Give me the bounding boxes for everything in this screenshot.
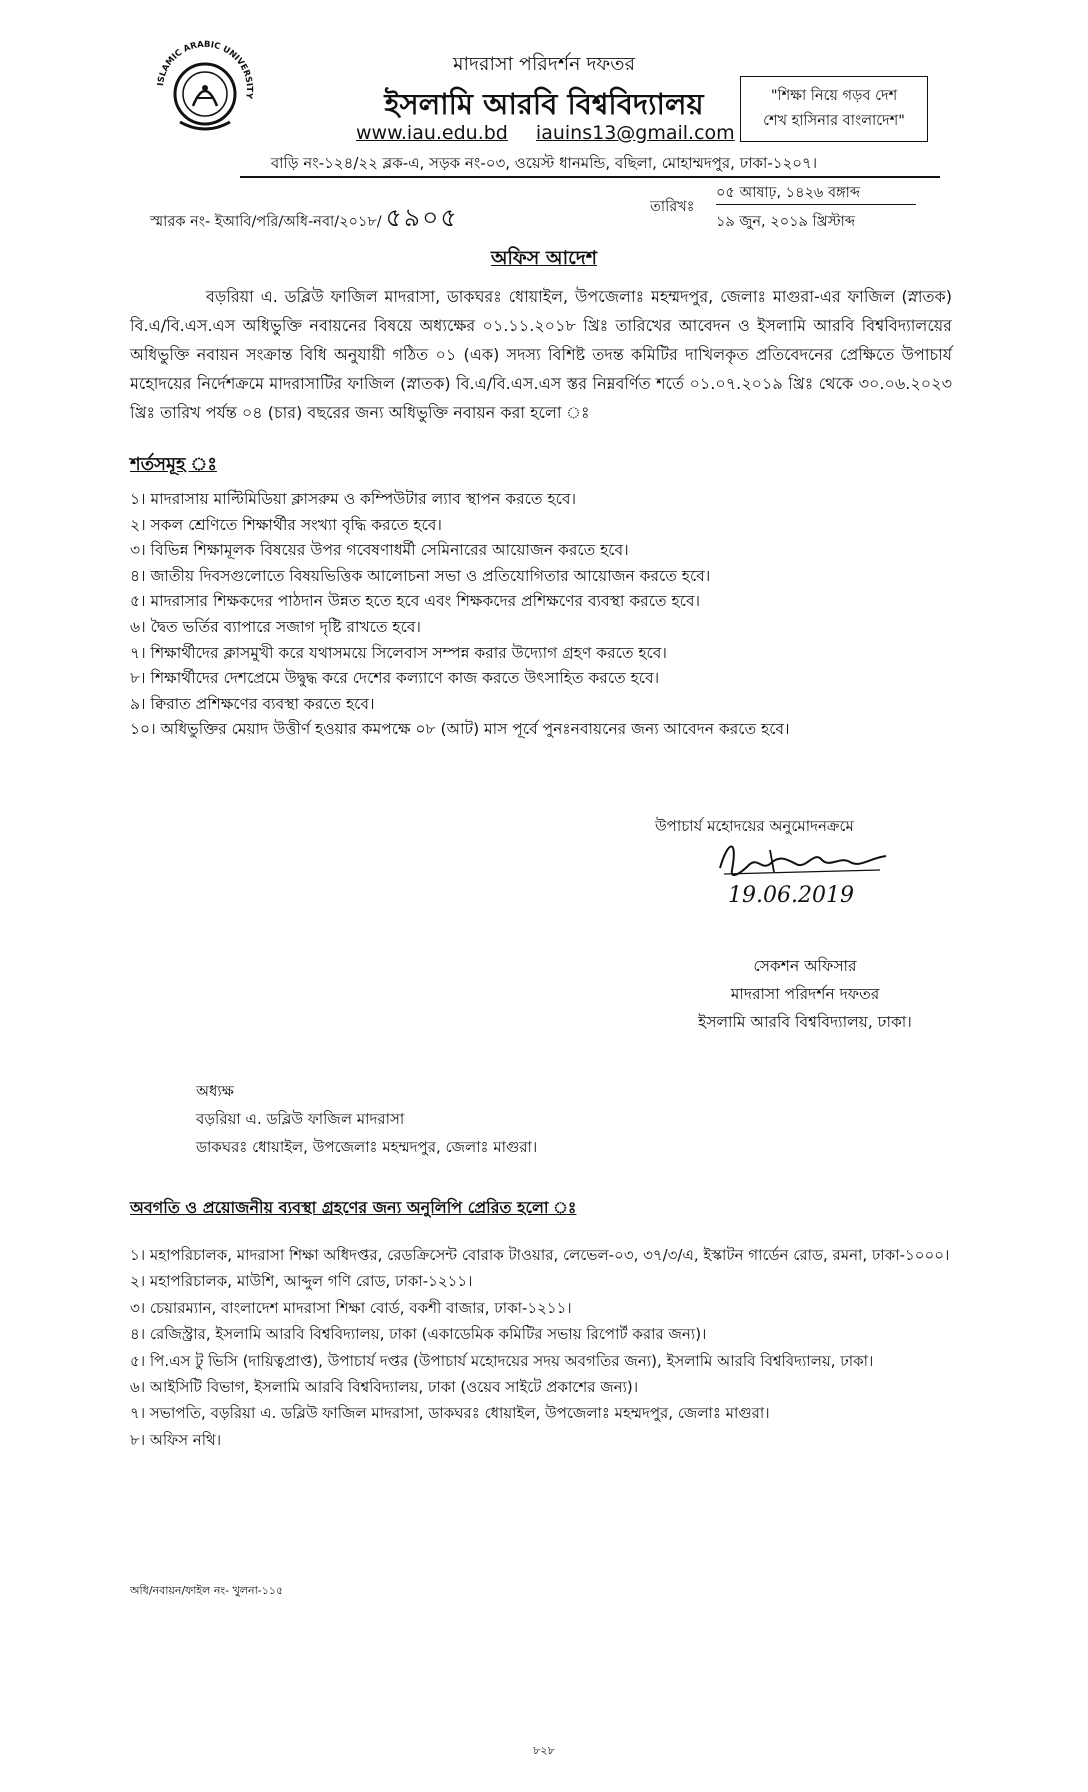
condition-item: ১০। অধিভুক্তির মেয়াদ উত্তীর্ণ হওয়ার কমপক্ষে ০৮ (আট) মাস পূর্বে পুনঃনবায়নের জন্য আবেদন করতে হবে। (130, 720, 790, 739)
copy-item: ৫। পি.এস টু ভিসি (দায়িত্বপ্রাপ্ত), উপাচার্য দপ্তর (উপাচার্য মহোদয়ের সদয় অবগতির জন্য), ইসলামি আরবি বিশ্ববিদ্যালয়, ঢাকা। (130, 1351, 874, 1370)
conditions-heading: শর্তসমূহ ঃ (130, 454, 217, 475)
signatory-designation: সেকশন অফিসার (753, 957, 857, 975)
conditions-list (130, 487, 960, 743)
signature-date: 19.06.2019 (728, 883, 854, 908)
memo-number: ৫৯০৫ (385, 203, 459, 232)
memo-reference (150, 198, 459, 241)
signatory-office: মাদরাসা পরিদর্শন দফতর (730, 985, 880, 1003)
condition-item: ৯। ক্বিরাত প্রশিক্ষণের ব্যবস্থা করতে হবে। (130, 694, 375, 713)
copy-item: ৩। চেয়ারম্যান, বাংলাদেশ মাদরাসা শিক্ষা বোর্ড, বকশী বাজার, ঢাকা-১২১১। (130, 1298, 572, 1317)
order-body: বড়রিয়া এ. ডব্লিউ ফাজিল মাদরাসা, ডাকঘরঃ ধোয়াইল, উপজেলাঃ মহম্মদপুর, জেলাঃ মাগুরা-এর ফাজিল (স্নাতক) বি.এ/বি.এস.এস অধিভুক্তি নবায়নের বিষয়ে অধ্যক্ষের ০১.১১.২০১৮ খ্রিঃ তারিখের আবেদন ও ইসলামি আরবি বিশ্ববিদ্যালয়ের অধিভুক্তি নবায়ন সংক্রান্ত বিধি অনুযায়ী গঠিত ০১ (এক) সদস্য বিশিষ্ট তদন্ত কমিটির দাখিলকৃত প্রতিবেদনের প্রেক্ষিতে উপাচার্য মহোদয়ের নির্দেশক্রমে মাদরাসাটির ফাজিল (স্নাতক) বি.এ/বি.এস.এস স্তর নিম্নবর্ণিত শর্তে ০১.০৭.২০১৯ খ্রিঃ থেকে ৩০.০৬.২০২৩ খ্রিঃ তারিখ পর্যন্ত ০৪ (চার) বছরের জন্য অধিভুক্তি নবায়ন করা হলো ঃ (130, 287, 952, 422)
condition-item: ৭। শিক্ষার্থীদের ক্লাসমুখী করে যথাসময়ে সিলেবাস সম্পন্ন করার উদ্যোগ গ্রহণ করতে হবে। (130, 643, 667, 662)
signatory-block (645, 952, 965, 1036)
file-reference: অধি/নবায়ন/ফাইল নং- খুলনা-১১৫ (130, 1584, 284, 1597)
date-bangla: ০৫ আষাঢ়, ১৪২৬ বঙ্গাব্দ (716, 185, 861, 201)
recipient-title: অধ্যক্ষ (196, 1082, 234, 1100)
date-gregorian: ১৯ জুন, ২০১৯ খ্রিস্টাব্দ (716, 214, 856, 230)
condition-item: ৫। মাদরাসার শিক্ষকদের পাঠদান উন্নত হতে হবে এবং শিক্ষকদের প্রশিক্ষণের ব্যবস্থা করতে হবে। (130, 592, 701, 611)
date-divider (716, 204, 916, 205)
condition-item: ৩। বিভিন্ন শিক্ষামূলক বিষয়ের উপর গবেষণাধর্মী সেমিনারের আয়োজন করতে হবে। (130, 541, 629, 560)
slogan-line-2: শেখ হাসিনার বাংলাদেশ" (763, 113, 905, 129)
copy-item: ৭। সভাপতি, বড়রিয়া এ. ডব্লিউ ফাজিল মাদরাসা, ডাকঘরঃ ধোয়াইল, উপজেলাঃ মহম্মদপুর, জেলাঃ মাগুরা। (130, 1404, 770, 1423)
copies-list (130, 1242, 970, 1453)
copy-item: ৬। আইসিটি বিভাগ, ইসলামি আরবি বিশ্ববিদ্যালয়, ঢাকা (ওয়েব সাইটে প্রকাশের জন্য)। (130, 1378, 639, 1397)
handwritten-signature (710, 830, 900, 908)
approval-note: উপাচার্য মহোদয়ের অনুমোদনক্রমে (655, 817, 854, 835)
condition-item: ৪। জাতীয় দিবসগুলোতে বিষয়ভিত্তিক আলোচনা সভা ও প্রতিযোগিতার আয়োজন করতে হবে। (130, 566, 711, 585)
memo-prefix: স্মারক নং- ইআবি/পরি/অধি-নবা/২০১৮/ (150, 214, 382, 230)
recipient-block (196, 1077, 537, 1161)
condition-item: ১। মাদরাসায় মাল্টিমিডিয়া ক্লাসরুম ও কম্পিউটার ল্যাব স্থাপন করতে হবে। (130, 490, 576, 508)
copy-item: ৪। রেজিস্ট্রার, ইসলামি আরবি বিশ্ববিদ্যালয়, ঢাকা (একাডেমিক কমিটির সভায় রিপোর্ট করার জন্য)। (130, 1325, 707, 1344)
university-name: ইসলামি আরবি বিশ্ববিদ্যালয় (384, 87, 704, 121)
condition-item: ৬। দ্বৈত ভর্তির ব্যাপারে সজাগ দৃষ্টি রাখতে হবে। (130, 617, 421, 636)
office-address: বাড়ি নং-১২৪/২২ ব্লক-এ, সড়ক নং-০৩, ওয়েস্ট ধানমন্ডি, বছিলা, মোহাম্মদপুর, ঢাকা-১২০৭। (270, 154, 818, 172)
copy-item: ২। মহাপরিচালক, মাউশি, আব্দুল গণি রোড, ঢাকা-১২১১। (130, 1272, 473, 1291)
copy-item: ৮। অফিস নথি। (130, 1430, 222, 1449)
copy-item: ১। মহাপরিচালক, মাদরাসা শিক্ষা অধিদপ্তর, রেডক্রিসেন্ট বোরাক টাওয়ার, লেভেল-০৩, ৩৭/৩/এ, ইস্কাটন গার্ডেন রোড, রমনা, ঢাকা-১০০০। (130, 1246, 950, 1264)
slogan-line-1: "শিক্ষা নিয়ে গড়ব দেশ (770, 88, 898, 104)
org-office-name: মাদরাসা পরিদর্শন দফতর (452, 53, 636, 75)
signatory-university: ইসলামি আরবি বিশ্ববিদ্যালয়, ঢাকা। (698, 1013, 912, 1031)
recipient-institution: বড়রিয়া এ. ডব্লিউ ফাজিল মাদরাসা (196, 1110, 405, 1128)
condition-item: ২। সকল শ্রেণিতে শিক্ষার্থীর সংখ্যা বৃদ্ধি করতে হবে। (130, 515, 442, 534)
logo-arc-text: ISLAMIC ARABIC UNIVERSITY (156, 39, 255, 100)
website-link[interactable]: www.iau.edu.bd (356, 122, 508, 144)
email-link[interactable]: iauins13@gmail.com (535, 122, 735, 144)
office-order-title-text: অফিস আদেশ (491, 247, 597, 269)
page-number: ৮২৮ (533, 1744, 555, 1757)
date-label: তারিখঃ (650, 199, 695, 215)
office-order-title (0, 244, 1088, 276)
contact-row (356, 122, 757, 144)
header-divider (240, 176, 940, 178)
slogan-box (740, 76, 928, 142)
recipient-address: ডাকঘরঃ ধোয়াইল, উপজেলাঃ মহম্মদপুর, জেলাঃ মাগুরা। (196, 1138, 538, 1156)
copies-heading: অবগতি ও প্রয়োজনীয় ব্যবস্থা গ্রহণের জন্য অনুলিপি প্রেরিত হলো ঃ (130, 1198, 577, 1217)
condition-item: ৮। শিক্ষার্থীদের দেশপ্রেমে উদ্বুদ্ধ করে দেশের কল্যাণে কাজ করতে উৎসাহিত করতে হবে। (130, 669, 660, 688)
